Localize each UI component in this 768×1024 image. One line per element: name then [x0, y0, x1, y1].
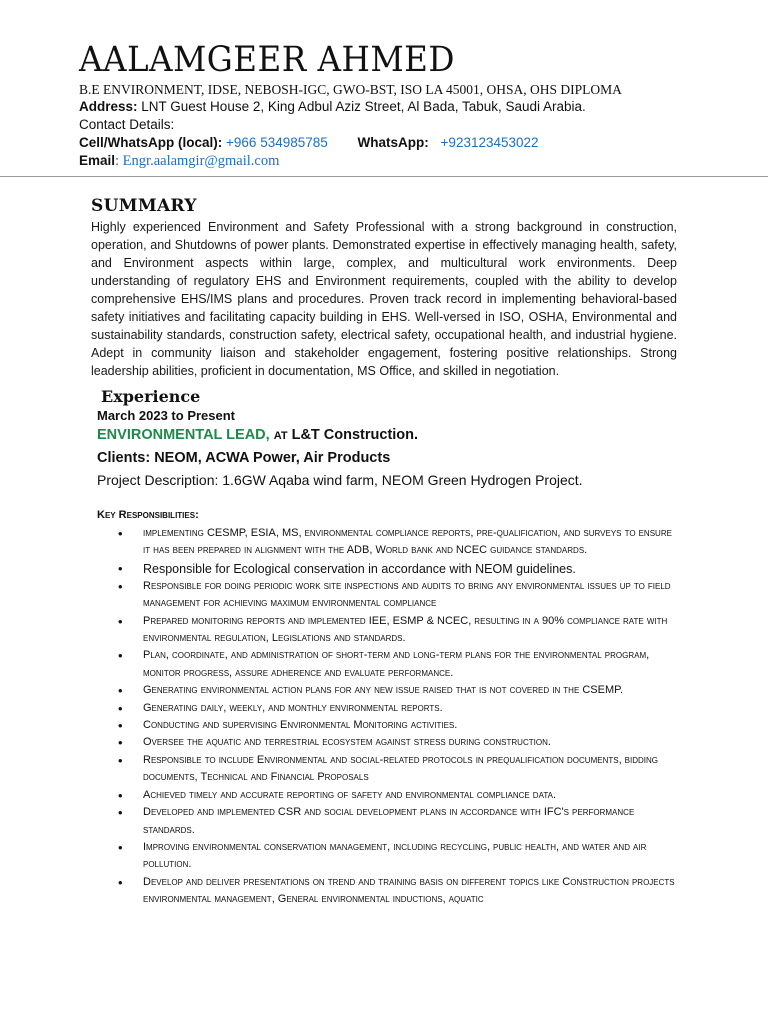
address-line — [79, 99, 586, 114]
list-item: • Responsible to include Environmental and social-related protocols in prequalification documents, bidding documents, Technical and Financial Proposals — [118, 752, 678, 787]
list-item: • Achieved timely and accurate reporting of safety and environmental compliance data. — [118, 787, 678, 804]
job-at: AT — [273, 430, 288, 442]
summary-text: Highly experienced Environment and Safety Professional with a strong background in construction, operation, and Shutdowns of power plants. Demonstrated expertise in effectively managing health, safety, and Environment aspects within large, complex, and multicultural work environments. Deep understanding of regulatory EHS and Environment requirements, coupled with the ability to develop comprehensive EHS/IMS plans and procedures. Proven track record in implementing behavioral-based safety initiatives and facilitating capacity building in EHS. Well-versed in ISO, OSHA, Environmental and sustainability standards, construction safety, electrical safety, occupational health, and industrial hygiene. Adept in community liaison and stakeholder engagement, fostering positive relationships. Strong leadership abilities, proficient in documentation, MS Office, and skilled in negotiation. — [91, 220, 677, 378]
job-title: ENVIRONMENTAL LEAD, — [97, 427, 270, 443]
phone-line — [79, 135, 539, 150]
list-item: • Responsible for doing periodic work site inspections and audits to bring any environmental issues up to field management for achieving maximum environmental compliance — [118, 578, 678, 613]
list-item: • Responsible for Ecological conservation in accordance with NEOM guidelines. — [118, 560, 678, 578]
job-title-line — [97, 427, 418, 443]
company-name: L&T Construction. — [291, 427, 419, 443]
job-date-range: March 2023 to Present — [97, 408, 236, 423]
list-item: • Generating daily, weekly, and monthly environmental reports. — [118, 700, 678, 717]
project-description: Project Description: 1.6GW Aqaba wind farm, NEOM Green Hydrogen Project. — [97, 472, 583, 488]
list-item: • Oversee the aquatic and terrestrial ecosystem against stress during construction. — [118, 734, 678, 751]
list-item: • Develop and deliver presentations on trend and training basis on different topics like Construction projects environmental management, General environmental inductions, aquatic — [118, 874, 678, 909]
email-line — [79, 153, 279, 170]
phone-label: Cell/WhatsApp (local): — [79, 135, 223, 150]
header-divider — [0, 176, 768, 177]
credentials-line: B.E ENVIRONMENT, IDSE, NEBOSH-IGC, GWO-BST, ISO LA 45001, OHSA, OHS DIPLOMA — [79, 82, 622, 97]
address-label: Address: — [79, 99, 138, 114]
email-link[interactable]: : Engr.aalamgir@gmail.com — [115, 153, 280, 169]
list-item: • Improving environmental conservation management, including recycling, public health, and water and air pollution. — [118, 839, 678, 874]
list-item: • Plan, coordinate, and administration of short-term and long-term plans for the environmental program, monitor progress, assure adherence and evaluate performance. — [118, 647, 678, 682]
phone-number[interactable]: +966 534985785 — [226, 135, 328, 150]
address-value: LNT Guest House 2, King Adbul Aziz Street, Al Bada, Tabuk, Saudi Arabia. — [141, 99, 586, 114]
experience-heading: Experience — [101, 387, 201, 406]
email-label: Email — [79, 153, 116, 168]
contact-details-label: Contact Details: — [79, 117, 175, 132]
list-item: • Conducting and supervising Environmental Monitoring activities. — [118, 717, 678, 734]
list-item: • Generating environmental action plans for any new issue raised that is not covered in the CSEMP. — [118, 682, 678, 699]
whatsapp-number[interactable]: +923123453022 — [440, 135, 539, 150]
clients-line: Clients: NEOM, ACWA Power, Air Products — [97, 450, 391, 466]
candidate-name: AALAMGEER AHMED — [79, 40, 455, 80]
list-item: • Prepared monitoring reports and implemented IEE, ESMP & NCEC, resulting in a 90% compliance rate with environmental regulation, Legislations and standards. — [118, 613, 678, 648]
responsibilities-list — [118, 525, 678, 909]
list-item: • Developed and implemented CSR and social development plans in accordance with IFC's performance standards. — [118, 804, 678, 839]
whatsapp-label: WhatsApp: — [357, 135, 429, 150]
summary-heading: SUMMARY — [91, 196, 197, 216]
list-item: • implementing CESMP, ESIA, MS, environmental compliance reports, pre-qualification, and surveys to ensure it has been prepared in alignment with the ADB, World bank and NCEC guidance standards. — [118, 525, 678, 560]
key-responsibilities-heading: Key Responsibilities: — [97, 509, 199, 521]
